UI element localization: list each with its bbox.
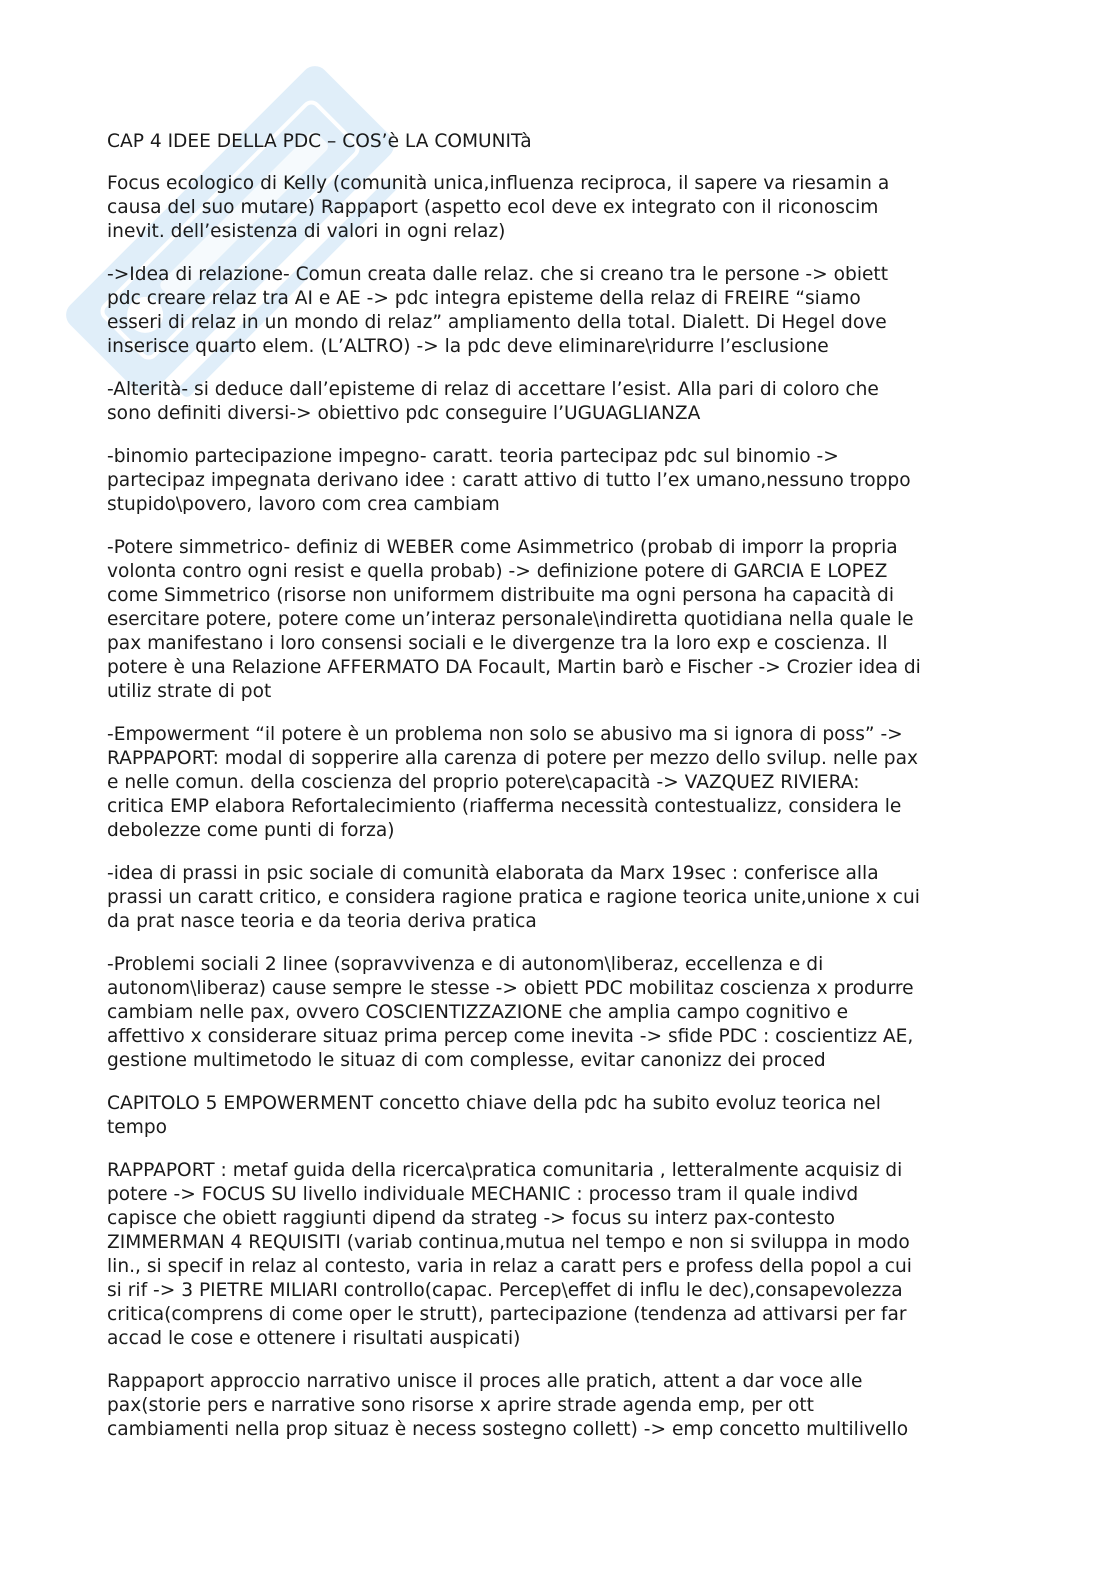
paragraph-idea-relazione: ->Idea di relazione- Comun creata dalle relaz. che si creano tra le persone -> obiett pdc creare relaz tra AI e AE -> pdc integra episteme della relaz di FREIRE “siamo esseri di relaz in un mondo di relaz” ampliamento della total. Dialett. Di Hegel dove inserisce quarto elem. (L’ALTRO) -> la pdc deve eliminare\ridurre l’esclusione xyxy=(107,264,889,357)
paragraph-alterita: -Alterità- si deduce dall’episteme di relaz di accettare l’esist. Alla pari di coloro che sono definiti diversi-> obiettivo pdc conseguire l’UGUAGLIANZA xyxy=(107,379,879,424)
paragraph-binomio: -binomio partecipazione impegno- caratt. teoria partecipaz pdc sul binomio -> partecipaz impegnata derivano idee : caratt attivo di tutto l’ex umano,nessuno troppo stupido\povero, lavoro com crea cambiam xyxy=(107,446,911,515)
paragraph-capitolo-5: CAPITOLO 5 EMPOWERMENT concetto chiave della pdc ha subito evoluz teorica nel tempo xyxy=(107,1093,881,1138)
document-heading: CAP 4 IDEE DELLA PDC – COS’è LA COMUNITà xyxy=(107,131,532,152)
paragraph-kelly-rappaport: Focus ecologico di Kelly (comunità unica,influenza reciproca, il sapere va riesamin a causa del suo mutare) Rappaport (aspetto ecol deve ex integrato con il riconoscim inevit. dell’esistenza di valori in ogni relaz) xyxy=(107,173,890,242)
paragraph-potere-simmetrico: -Potere simmetrico- definiz di WEBER come Asimmetrico (probab di imporr la propria volonta contro ogni resist e quella probab) -> definizione potere di GARCIA E LOPEZ come Simmetrico (risorse non uniformem distribuite ma ogni persona ha capacità di esercitare potere, potere come un’interaz personale\indiretta quotidiana nella quale le pax manifestano i loro consensi sociali e le divergenze tra la loro exp e coscienza. Il potere è una Relazione AFFERMATO DA Focault, Martin barò e Fischer -> Crozier idea di utiliz strate di pot xyxy=(107,537,921,702)
paragraph-rappaport-zimmerman: RAPPAPORT : metaf guida della ricerca\pratica comunitaria , letteralmente acquisiz di potere -> FOCUS SU livello individuale MECHANIC : processo tram il quale indivd capisce che obiett raggiunti dipend da strateg -> focus su interz pax-contesto ZIMMERMAN 4 REQUISITI (variab continua,mutua nel tempo e non si sviluppa in modo lin., si specif in relaz al contesto, varia in relaz a caratt pers e profess della popol a cui si rif -> 3 PIETRE MILIARI controllo(capac. Percep\effet di influ le dec),consapevolezza critica(comprens di come oper le strutt), partecipazione (tendenza ad attivarsi per far accad le cose e ottenere i risultati auspicati) xyxy=(107,1160,912,1349)
paragraph-problemi-sociali: -Problemi sociali 2 linee (sopravvivenza e di autonom\liberaz, eccellenza e di autonom\liberaz) cause sempre le stesse -> obiett PDC mobilitaz coscienza x produrre cambiam nelle pax, ovvero COSCIENTIZZAZIONE che amplia campo cognitivo e affettivo x considerare situaz prima percep come inevita -> sfide PDC : coscientizz AE, gestione multimetodo le situaz di com complesse, evitar canonizz dei proced xyxy=(107,954,914,1071)
paragraph-approccio-narrativo: Rappaport approccio narrativo unisce il proces alle pratich, attent a dar voce alle pax(storie pers e narrative sono risorse x aprire strade agenda emp, per ott cambiamenti nella prop situaz è necess sostegno collett) -> emp concetto multilivello xyxy=(107,1371,909,1440)
paragraph-prassi: -idea di prassi in psic sociale di comunità elaborata da Marx 19sec : conferisce alla prassi un caratt critico, e considera ragione pratica e ragione teorica unite,unione x cui da prat nasce teoria e da teoria deriva pratica xyxy=(107,863,920,932)
document-page xyxy=(107,130,1012,1461)
paragraph-empowerment: -Empowerment “il potere è un problema non solo se abusivo ma si ignora di poss” -> RAPPAPORT: modal di sopperire alla carenza di potere per mezzo dello svilup. nelle pax e nelle comun. della coscienza del proprio potere\capacità -> VAZQUEZ RIVIERA: critica EMP elabora Refortalecimiento (riafferma necessità contestualizz, considera le debolezze come punti di forza) xyxy=(107,724,918,841)
